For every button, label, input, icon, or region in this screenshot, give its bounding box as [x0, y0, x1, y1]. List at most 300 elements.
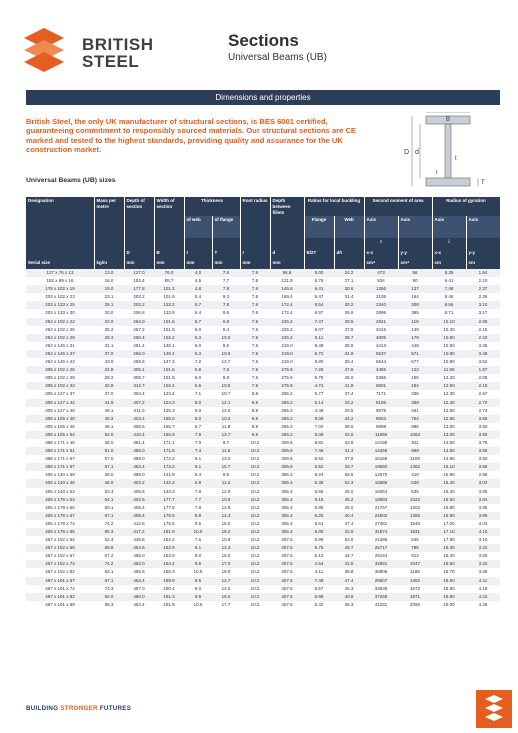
table-cell: 406.6: [124, 488, 154, 496]
table-cell: 306.6: [270, 463, 304, 471]
table-cell: 8.9: [240, 399, 270, 407]
table-cell: 14.80: [432, 447, 466, 455]
table-cell: 190.4: [154, 585, 184, 593]
table-cell: 2.22: [466, 334, 500, 342]
table-cell: 5.11: [304, 334, 334, 342]
table-cell: 1831: [398, 528, 432, 536]
diagram-label-T: T: [481, 180, 485, 186]
table-cell: 41.8: [334, 382, 364, 390]
table-cell: 5.75: [304, 544, 334, 552]
col-second-moment: Second moment of area: [364, 197, 432, 216]
unit-6: mm: [240, 259, 270, 269]
table-cell: 8196: [364, 399, 398, 407]
table-cell: 8.8: [212, 374, 240, 382]
table-cell: 178.8: [154, 512, 184, 520]
table-cell: 6.41: [432, 277, 466, 285]
page-subtitle: Universal Beams (UB): [228, 52, 327, 63]
table-cell: 8.71: [432, 309, 466, 317]
table-cell: 37.9: [334, 455, 364, 463]
table-cell: 457 x 191 x 74: [26, 585, 94, 593]
table-cell: 305.1: [124, 366, 154, 374]
table-cell: 52.3: [334, 479, 364, 487]
col-web: Web: [334, 216, 364, 238]
table-cell: 417.2: [124, 528, 154, 536]
table-cell: 7.6: [240, 277, 270, 285]
table-cell: 7.6: [240, 293, 270, 301]
table-cell: 7.6: [240, 358, 270, 366]
table-cell: 25.1: [94, 301, 124, 309]
table-cell: 275.9: [270, 382, 304, 390]
table-cell: 2340: [364, 301, 398, 309]
table-cell: 30.2: [334, 301, 364, 309]
table-cell: 3.85: [466, 447, 500, 455]
table-cell: 1546: [398, 520, 432, 528]
table-cell: 406.4: [124, 504, 154, 512]
table-cell: 46.0: [334, 374, 364, 382]
table-cell: 179: [398, 334, 432, 342]
table-cell: 454.6: [124, 544, 154, 552]
table-row: [26, 334, 500, 342]
table-cell: 8.9: [240, 415, 270, 423]
table-row: [26, 285, 500, 293]
diagram-label-b: B: [446, 117, 451, 123]
table-cell: 15.0: [212, 552, 240, 560]
table-row: [26, 601, 500, 609]
table-cell: 2.74: [466, 407, 500, 415]
table-cell: 219.0: [270, 350, 304, 358]
symbol-5: d: [270, 249, 304, 259]
table-cell: 913: [398, 552, 432, 560]
table-cell: 4.03: [466, 520, 500, 528]
table-cell: 407.6: [270, 601, 304, 609]
col-of-web: of web: [184, 216, 212, 238]
table-cell: 3.36: [466, 568, 500, 576]
table-cell: 12670: [364, 471, 398, 479]
table-cell: 7.2: [184, 358, 212, 366]
symbol-6: B/2T: [304, 249, 334, 259]
table-cell: 24.2: [334, 269, 364, 277]
table-cell: 3.75: [466, 439, 500, 447]
table-cell: 795: [398, 544, 432, 552]
table-cell: 6.0: [184, 415, 212, 423]
table-cell: 7.6: [240, 366, 270, 374]
table-cell: 1.97: [466, 366, 500, 374]
table-cell: 462.0: [124, 560, 154, 568]
unit-9: [334, 259, 364, 269]
table-cell: 305 x 127 x 37: [26, 390, 94, 398]
table-cell: 403.2: [124, 479, 154, 487]
table-cell: 177.9: [154, 504, 184, 512]
table-cell: 37.4: [334, 520, 364, 528]
table-cell: 355.4: [270, 528, 304, 536]
table-cell: 102.4: [154, 382, 184, 390]
table-row: [26, 496, 500, 504]
table-cell: 571: [398, 350, 432, 358]
table-cell: 449.8: [124, 536, 154, 544]
table-cell: 25.2: [94, 326, 124, 334]
table-cell: 8.56: [432, 301, 466, 309]
table-cell: 4.28: [466, 601, 500, 609]
symbol-8: x-x: [364, 249, 398, 259]
table-cell: 85.3: [94, 528, 124, 536]
beam-section-diagram: [384, 112, 496, 198]
table-cell: 969: [398, 447, 432, 455]
table-cell: 6544: [364, 358, 398, 366]
table-cell: 265.2: [270, 431, 304, 439]
table-cell: 8.9: [240, 423, 270, 431]
table-cell: 355.4: [270, 504, 304, 512]
col-designation: Designation: [26, 197, 94, 238]
table-cell: 47.6: [334, 366, 364, 374]
table-cell: 18.2: [212, 528, 240, 536]
col-gyration: Radius of gyration: [432, 197, 500, 216]
table-cell: 465.8: [124, 568, 154, 576]
table-cell: 18454: [364, 488, 398, 496]
table-cell: 191.9: [154, 601, 184, 609]
table-cell: 257.2: [124, 326, 154, 334]
table-cell: 6.4: [184, 471, 212, 479]
table-cell: 11696: [364, 431, 398, 439]
table-cell: 23.1: [94, 293, 124, 301]
table-cell: 39.6: [334, 423, 364, 431]
table-cell: 24502: [364, 512, 398, 520]
table-cell: 457 x 152 x 52: [26, 536, 94, 544]
table-cell: 141.8: [154, 471, 184, 479]
unit-2: mm: [124, 259, 154, 269]
table-cell: 43.0: [94, 358, 124, 366]
table-cell: 53.6: [334, 536, 364, 544]
table-cell: 17.7: [212, 601, 240, 609]
table-cell: 254 x 102 x 25: [26, 326, 94, 334]
table-cell: 37.4: [334, 390, 364, 398]
table-cell: 12.20: [432, 374, 466, 382]
table-cell: 460.0: [124, 593, 154, 601]
table-cell: 67.1: [94, 463, 124, 471]
table-cell: 8.49: [304, 342, 334, 350]
table-cell: 7.6: [240, 334, 270, 342]
table-cell: 8.6: [212, 471, 240, 479]
table-cell: 6.3: [184, 334, 212, 342]
table-cell: 21386: [364, 536, 398, 544]
table-cell: 32891: [364, 560, 398, 568]
page-title: Sections: [228, 31, 299, 50]
intro-paragraph: British Steel, the only UK manufacturer of structural sections, is BES 6001 certified, guaranteeing commitment to responsibly sourced materials. Our structural sections are CE marked and tested to the highest standards, providing quality and assurance for the UK construction market.: [26, 117, 356, 155]
table-cell: 74.2: [94, 560, 124, 568]
table-cell: 49.7: [334, 544, 364, 552]
table-cell: 15.10: [432, 463, 466, 471]
table-cell: 275.9: [270, 374, 304, 382]
table-cell: 13.3: [212, 544, 240, 552]
table-cell: 305 x 127 x 48: [26, 407, 94, 415]
table-cell: 10.2: [240, 488, 270, 496]
table-cell: 53.3: [94, 488, 124, 496]
table-cell: 8.54: [304, 301, 334, 309]
table-cell: 39.5: [334, 318, 364, 326]
table-cell: 7.4: [184, 447, 212, 455]
table-cell: 305 x 165 x 40: [26, 415, 94, 423]
table-cell: 101.9: [154, 326, 184, 334]
col-axis-yy: Axis: [398, 216, 432, 238]
table-cell: 18.70: [432, 568, 466, 576]
table-cell: 6.62: [304, 455, 334, 463]
unit-3: mm: [154, 259, 184, 269]
table-cell: 356 x 171 x 51: [26, 447, 94, 455]
unit-1: kg/m: [94, 259, 124, 269]
table-cell: 3.98: [466, 512, 500, 520]
table-cell: 2.10: [466, 277, 500, 285]
table-cell: 6.8: [184, 479, 212, 487]
table-cell: 412.8: [124, 520, 154, 528]
table-cell: 6.0: [184, 326, 212, 334]
table-cell: 457 x 152 x 67: [26, 552, 94, 560]
table-cell: 6.4: [184, 309, 212, 317]
table-cell: 6.8: [212, 318, 240, 326]
table-cell: 5.76: [304, 277, 334, 285]
brand-name: [82, 36, 154, 70]
table-cell: 173.2: [154, 463, 184, 471]
table-cell: 265.2: [270, 407, 304, 415]
table-cell: 11.8: [212, 423, 240, 431]
table-row: [26, 358, 500, 366]
table-cell: 10.2: [240, 455, 270, 463]
unit-12: cm: [432, 259, 466, 269]
table-cell: 5.98: [304, 593, 334, 601]
footer-word-1: BUILDING: [26, 705, 59, 712]
table-cell: 410: [398, 471, 432, 479]
table-cell: 256.0: [124, 350, 154, 358]
table-cell: 155.3: [154, 568, 184, 576]
table-cell: 310.4: [124, 431, 154, 439]
table-cell: 5.00: [304, 528, 334, 536]
table-cell: 203 x 133 x 30: [26, 309, 94, 317]
table-cell: 8.1: [184, 544, 212, 552]
table-cell: 7.1: [184, 390, 212, 398]
table-cell: 14265: [364, 447, 398, 455]
symbol-1: B: [154, 249, 184, 259]
col-flange: Flange: [304, 216, 334, 238]
table-cell: 303.4: [124, 415, 154, 423]
table-cell: 102.2: [154, 334, 184, 342]
table-cell: 11.90: [432, 366, 466, 374]
symbol-4: r: [240, 249, 270, 259]
table-cell: 219.0: [270, 358, 304, 366]
table-cell: 41.4: [334, 447, 364, 455]
table-cell: 3.17: [466, 309, 500, 317]
table-cell: 127 x 76 x 13: [26, 269, 94, 277]
table-cell: 409.4: [124, 512, 154, 520]
table-cell: 4.8: [184, 285, 212, 293]
table-cell: 16.80: [432, 504, 466, 512]
table-row: [26, 301, 500, 309]
table-row: [26, 407, 500, 415]
table-cell: 155: [398, 374, 432, 382]
table-cell: 10.2: [240, 504, 270, 512]
table-row: [26, 520, 500, 528]
table-cell: 336: [398, 390, 432, 398]
table-cell: 152.4: [124, 277, 154, 285]
table-cell: 41.9: [94, 399, 124, 407]
table-cell: 7.48: [304, 577, 334, 585]
table-row: [26, 455, 500, 463]
table-cell: 2.36: [466, 293, 500, 301]
table-cell: 259.6: [124, 358, 154, 366]
table-cell: 172.4: [270, 301, 304, 309]
table-cell: 10.50: [432, 334, 466, 342]
footer-logo-icon: [476, 690, 512, 728]
table-cell: 16.0: [94, 277, 124, 285]
table-row: [26, 568, 500, 576]
table-cell: 355.4: [270, 471, 304, 479]
table-cell: 2.70: [466, 399, 500, 407]
table-cell: 8.9: [240, 431, 270, 439]
table-cell: 5.42: [304, 601, 334, 609]
table-row: [26, 431, 500, 439]
table-cell: 10.2: [240, 463, 270, 471]
table-cell: 10.9: [212, 536, 240, 544]
table-cell: 351.4: [124, 439, 154, 447]
table-cell: 7.9: [184, 504, 212, 512]
table-cell: 8503: [364, 415, 398, 423]
table-cell: 4.0: [184, 269, 212, 277]
table-cell: 305 x 165 x 54: [26, 431, 94, 439]
symbol-0: D: [124, 249, 154, 259]
table-cell: 10.5: [184, 568, 212, 576]
table-cell: 3.02: [466, 479, 500, 487]
table-cell: 10.9: [212, 496, 240, 504]
table-cell: 11.5: [212, 447, 240, 455]
table-cell: 7.6: [240, 382, 270, 390]
table-cell: 356 x 171 x 67: [26, 463, 94, 471]
table-cell: 305 x 102 x 33: [26, 382, 94, 390]
table-cell: 29507: [364, 577, 398, 585]
table-cell: 305 x 102 x 28: [26, 374, 94, 382]
table-cell: 407.6: [270, 536, 304, 544]
table-row: [26, 309, 500, 317]
table-cell: 407.6: [270, 568, 304, 576]
table-cell: 6.57: [304, 585, 334, 593]
table-cell: 7.9: [212, 285, 240, 293]
table-cell: 9.0: [184, 407, 212, 415]
table-row: [26, 374, 500, 382]
table-cell: 30.0: [94, 309, 124, 317]
table-cell: 4.19: [466, 585, 500, 593]
table-cell: 171.1: [154, 439, 184, 447]
table-cell: 311.0: [124, 407, 154, 415]
table-cell: 10.2: [240, 447, 270, 455]
table-row: [26, 318, 500, 326]
table-cell: 3.90: [466, 423, 500, 431]
table-cell: 12.9: [212, 488, 240, 496]
table-cell: 59.8: [94, 544, 124, 552]
table-cell: 8.5: [184, 577, 212, 585]
table-cell: 142.2: [154, 479, 184, 487]
table-cell: 6.0: [184, 342, 212, 350]
table-cell: 74.2: [94, 520, 124, 528]
table-cell: 38.8: [334, 568, 364, 576]
table-cell: 45.0: [334, 504, 364, 512]
table-cell: 1063: [398, 431, 432, 439]
table-cell: 9575: [364, 407, 398, 415]
table-cell: 46.2: [334, 496, 364, 504]
table-cell: 3.10: [466, 536, 500, 544]
table-cell: 10.2: [240, 601, 270, 609]
table-cell: 19.0: [94, 285, 124, 293]
table-cell: 406 x 140 x 46: [26, 479, 94, 487]
table-cell: 45.0: [334, 488, 364, 496]
table-row: [26, 293, 500, 301]
table-cell: 177.7: [154, 496, 184, 504]
table-cell: 2.86: [466, 471, 500, 479]
table-cell: 7.6: [240, 350, 270, 358]
table-cell: 203.2: [124, 293, 154, 301]
table-title: Universal Beams (UB) sizes: [26, 177, 116, 184]
table-cell: 355.4: [270, 496, 304, 504]
table-cell: 1203: [398, 504, 432, 512]
table-cell: 31.1: [94, 342, 124, 350]
table-cell: 402.6: [124, 496, 154, 504]
table-row: [26, 390, 500, 398]
table-cell: 358.0: [124, 455, 154, 463]
table-cell: 834: [364, 277, 398, 285]
table-cell: 254 x 102 x 22: [26, 318, 94, 326]
table-row: [26, 528, 500, 536]
table-cell: 9.6: [212, 309, 240, 317]
table-row: [26, 593, 500, 601]
table-cell: 306.6: [124, 423, 154, 431]
col-axis-xx-2: Axis: [432, 216, 466, 238]
table-cell: 8.09: [304, 415, 334, 423]
table-cell: 172.2: [154, 455, 184, 463]
table-cell: 3.26: [466, 552, 500, 560]
table-cell: 7.02: [304, 423, 334, 431]
table-cell: 265.2: [270, 390, 304, 398]
table-cell: 10.9: [184, 528, 212, 536]
table-row: [26, 269, 500, 277]
table-cell: 9.0: [184, 552, 212, 560]
table-cell: 307.2: [124, 399, 154, 407]
table-cell: 149: [398, 326, 432, 334]
table-cell: 38.3: [334, 601, 364, 609]
table-cell: 8.6: [212, 342, 240, 350]
table-cell: 16168: [364, 455, 398, 463]
table-cell: 8.9: [240, 407, 270, 415]
table-cell: 3.84: [466, 496, 500, 504]
table-cell: 203.2: [124, 301, 154, 309]
table-cell: 165.7: [154, 423, 184, 431]
table-row: [26, 382, 500, 390]
table-cell: 3.86: [466, 415, 500, 423]
table-cell: 12195: [364, 439, 398, 447]
table-cell: 42.5: [334, 560, 364, 568]
table-cell: 16.40: [432, 488, 466, 496]
table-cell: 29.5: [334, 407, 364, 415]
table-cell: 12.90: [432, 415, 466, 423]
table-cell: 177.8: [124, 285, 154, 293]
table-cell: 10.2: [240, 544, 270, 552]
table-cell: 5366: [364, 374, 398, 382]
table-cell: 28.2: [94, 374, 124, 382]
table-cell: 7.26: [304, 366, 334, 374]
table-cell: 189.9: [154, 577, 184, 585]
table-cell: 6.3: [184, 350, 212, 358]
table-cell: 19.00: [432, 601, 466, 609]
table-cell: 406 x 140 x 53: [26, 488, 94, 496]
table-cell: 48.1: [94, 407, 124, 415]
table-cell: 6.07: [304, 326, 334, 334]
table-cell: 15.90: [432, 471, 466, 479]
diagram-label-D: D: [404, 149, 410, 156]
table-cell: 5.00: [304, 269, 334, 277]
